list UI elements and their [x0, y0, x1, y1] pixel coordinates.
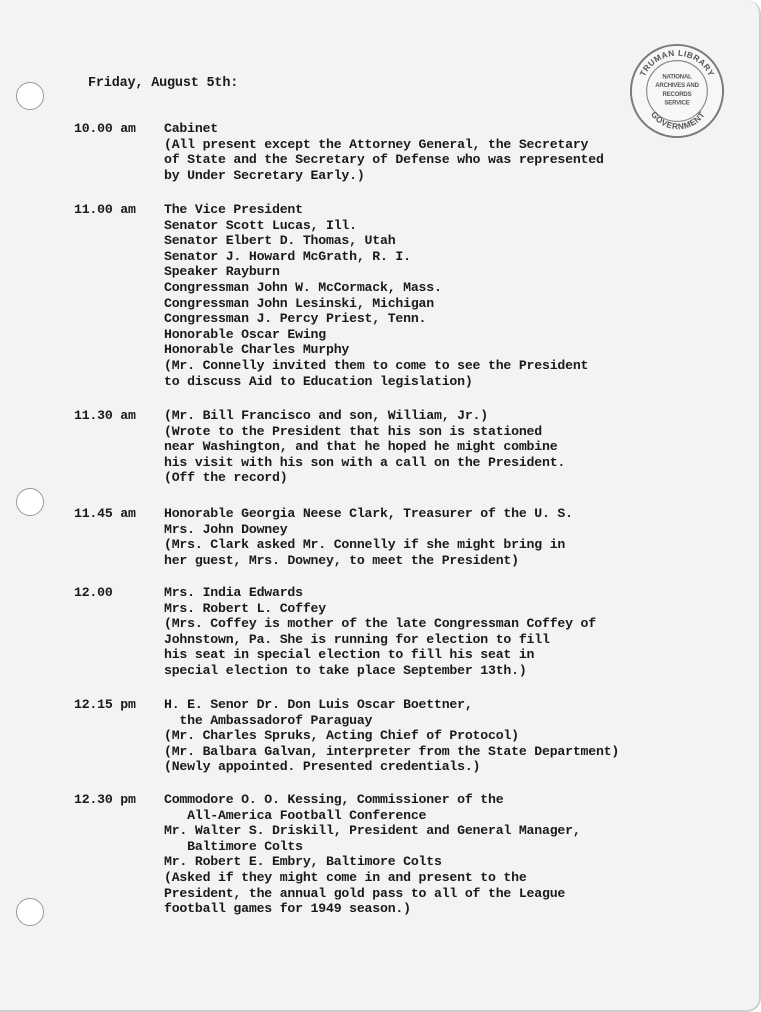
entry-line: special election to take place September 13th.)	[164, 662, 527, 678]
entry-line: Honorable Oscar Ewing	[164, 326, 326, 342]
entry-body	[164, 585, 684, 679]
entry-body	[164, 408, 684, 486]
entry-line: Speaker Rayburn	[164, 264, 280, 280]
entry-line: (Mrs. Coffey is mother of the late Congressman Coffey of	[164, 616, 596, 632]
entry-line: Mr. Robert E. Embry, Baltimore Colts	[164, 854, 442, 870]
entry-line: Johnstown, Pa. She is running for election to fill	[164, 631, 550, 647]
entry-line: Mr. Walter S. Driskill, President and General Manager,	[164, 823, 581, 839]
entry-line: Congressman John Lesinski, Michigan	[164, 295, 434, 311]
entry-line: his visit with his son with a call on the President.	[164, 454, 566, 470]
entry-time: 11.45 am	[74, 506, 136, 521]
entry-line: Senator Elbert D. Thomas, Utah	[164, 233, 396, 249]
entry-line: Commodore O. O. Kessing, Commissioner of the	[164, 792, 504, 807]
entry-line: President, the annual gold pass to all of the League	[164, 885, 566, 901]
entry-body	[164, 121, 684, 183]
entry-time: 10.00 am	[74, 121, 136, 136]
entry-line: of State and the Secretary of Defense who was represented	[164, 152, 604, 168]
entry-body	[164, 202, 684, 389]
entry-line: (Mrs. Clark asked Mr. Connelly if she might bring in	[164, 537, 566, 553]
binder-hole-top	[16, 82, 44, 110]
entry-line: the Ambassadorof Paraguay	[164, 712, 373, 728]
entry-line: his seat in special election to fill his seat in	[164, 647, 535, 663]
entry-line: Mrs. India Edwards	[164, 585, 303, 600]
entry-line: football games for 1949 season.)	[164, 901, 411, 917]
entry-line: (Newly appointed. Presented credentials.)	[164, 759, 481, 775]
stamp-center-line-3: RECORDS	[662, 91, 692, 98]
entry-line: (Asked if they might come in and present to the	[164, 869, 527, 885]
entry-body	[164, 792, 684, 917]
stamp-ring-bottom: GOVERNMENT	[649, 109, 707, 132]
stamp-center-line-2: ARCHIVES AND	[655, 83, 699, 90]
entry-line: Baltimore Colts	[164, 838, 303, 854]
stamp-ring-top: TRUMAN LIBRARY	[637, 47, 717, 78]
entry-line: (All present except the Attorney General, the Secretary	[164, 136, 589, 152]
entry-line: Mrs. John Downey	[164, 521, 288, 537]
entry-line: (Mr. Connelly invited them to come to see the President	[164, 357, 589, 373]
entry-body	[164, 697, 684, 775]
entry-line: (Mr. Charles Spruks, Acting Chief of Protocol)	[164, 728, 519, 744]
entry-body	[164, 506, 684, 568]
entry-line: Mrs. Robert L. Coffey	[164, 600, 326, 616]
binder-hole-bottom	[16, 898, 44, 926]
entry-line: near Washington, and that he hoped he might combine	[164, 439, 558, 455]
entry-line: The Vice President	[164, 202, 303, 217]
entry-line: (Off the record)	[164, 470, 288, 486]
stamp-center-line-4: SERVICE	[664, 100, 690, 107]
entry-time: 12.30 pm	[74, 792, 136, 807]
entry-line: All-America Football Conference	[164, 807, 427, 823]
entry-line: Honorable Georgia Neese Clark, Treasurer of the U. S.	[164, 506, 573, 521]
entry-line: H. E. Senor Dr. Don Luis Oscar Boettner,	[164, 697, 473, 712]
entry-time: 11.00 am	[74, 202, 136, 217]
entry-time: 11.30 am	[74, 408, 136, 423]
entry-line: Senator J. Howard McGrath, R. I.	[164, 248, 411, 264]
entry-line: Congressman John W. McCormack, Mass.	[164, 279, 442, 295]
entry-line: (Mr. Bill Francisco and son, William, Jr.)	[164, 408, 488, 423]
entry-line: (Wrote to the President that his son is stationed	[164, 423, 542, 439]
binder-hole-middle	[16, 488, 44, 516]
entry-line: by Under Secretary Early.)	[164, 167, 365, 183]
entry-line: Congressman J. Percy Priest, Tenn.	[164, 311, 427, 327]
entry-line: Honorable Charles Murphy	[164, 342, 350, 358]
entry-time: 12.15 pm	[74, 697, 136, 712]
entry-line: her guest, Mrs. Downey, to meet the President)	[164, 552, 519, 568]
entry-line: to discuss Aid to Education legislation)	[164, 373, 473, 389]
entry-time: 12.00	[74, 585, 113, 600]
entry-line: (Mr. Balbara Galvan, interpreter from the State Department)	[164, 743, 620, 759]
date-heading: Friday, August 5th:	[88, 76, 239, 91]
entry-line: Senator Scott Lucas, Ill.	[164, 217, 357, 233]
stamp-center-line-1: NATIONAL	[662, 74, 692, 81]
entry-line: Cabinet	[164, 121, 218, 136]
